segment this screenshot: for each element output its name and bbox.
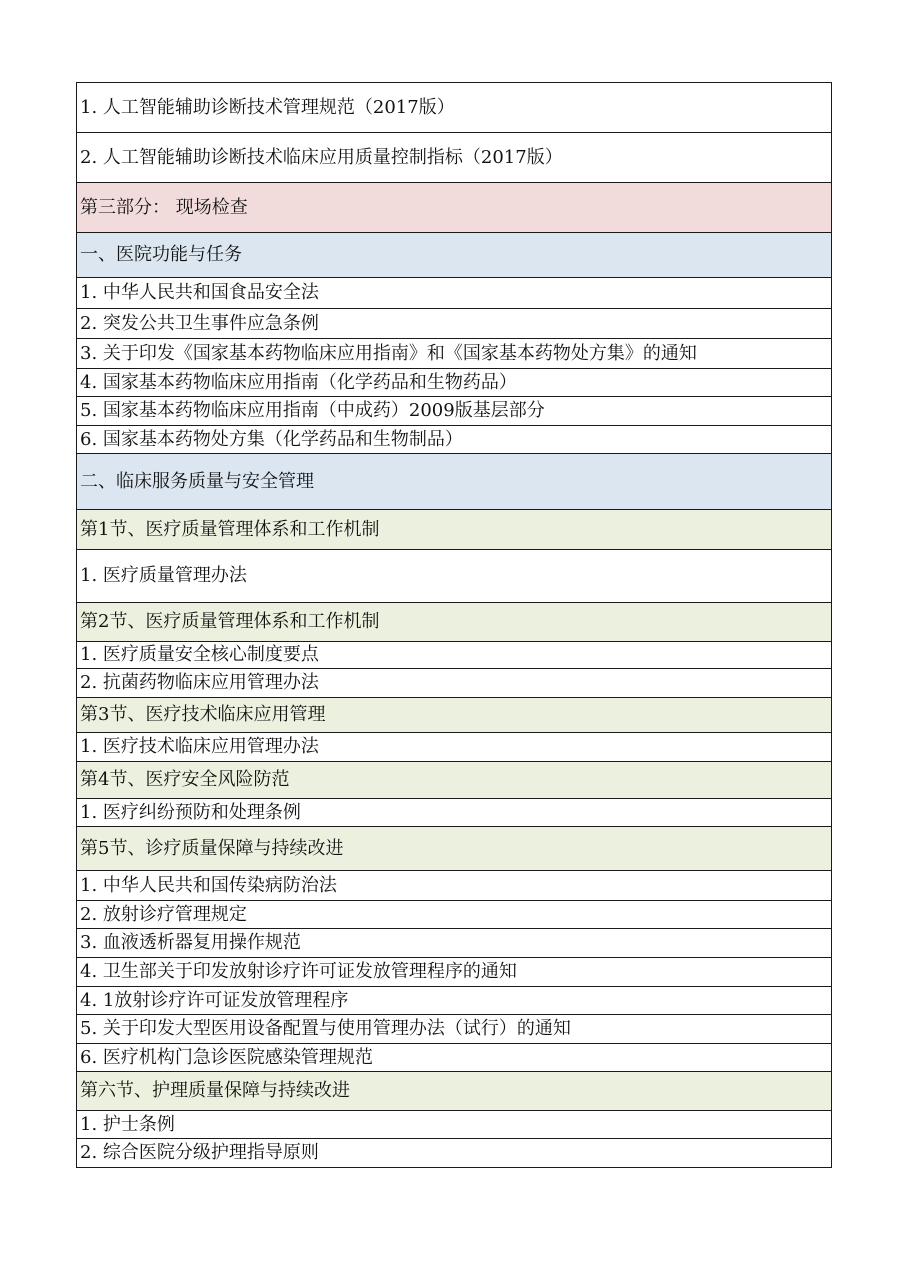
table-cell: 3. 关于印发《国家基本药物临床应用指南》和《国家基本药物处方集》的通知 bbox=[77, 339, 832, 369]
table-row bbox=[77, 987, 832, 1015]
chapter-header-row bbox=[77, 762, 832, 799]
table-cell: 1. 医疗技术临床应用管理办法 bbox=[77, 733, 832, 762]
table-cell: 4. 1放射诊疗许可证发放管理程序 bbox=[77, 987, 832, 1015]
table-row bbox=[77, 929, 832, 958]
table-row bbox=[77, 550, 832, 603]
table-row bbox=[77, 339, 832, 369]
chapter-header-row bbox=[77, 510, 832, 550]
table-cell: 1. 医疗质量安全核心制度要点 bbox=[77, 642, 832, 669]
table-cell: 第2节、医疗质量管理体系和工作机制 bbox=[77, 603, 832, 642]
table-cell: 1. 医疗质量管理办法 bbox=[77, 550, 832, 603]
table-cell: 1. 中华人民共和国传染病防治法 bbox=[77, 871, 832, 901]
table-row bbox=[77, 133, 832, 183]
table-cell: 第3节、医疗技术临床应用管理 bbox=[77, 698, 832, 733]
table-row bbox=[77, 83, 832, 133]
table-cell: 2. 综合医院分级护理指导原则 bbox=[77, 1139, 832, 1168]
table-row bbox=[77, 397, 832, 426]
chapter-header-row bbox=[77, 603, 832, 642]
table-cell: 2. 放射诊疗管理规定 bbox=[77, 901, 832, 929]
table-cell: 第六节、护理质量保障与持续改进 bbox=[77, 1072, 832, 1111]
chapter-header-row bbox=[77, 698, 832, 733]
table-cell: 6. 国家基本药物处方集（化学药品和生物制品） bbox=[77, 426, 832, 454]
part-header-row bbox=[77, 183, 832, 233]
table-row bbox=[77, 278, 832, 309]
table-row bbox=[77, 1139, 832, 1168]
chapter-header-row bbox=[77, 827, 832, 871]
table-row bbox=[77, 426, 832, 454]
table-row bbox=[77, 958, 832, 987]
table-cell: 1. 护士条例 bbox=[77, 1111, 832, 1139]
table-cell: 第5节、诊疗质量保障与持续改进 bbox=[77, 827, 832, 871]
table-row bbox=[77, 1111, 832, 1139]
table-cell: 第4节、医疗安全风险防范 bbox=[77, 762, 832, 799]
table-row bbox=[77, 369, 832, 397]
table-row bbox=[77, 733, 832, 762]
table-cell: 第三部分： 现场检查 bbox=[77, 183, 832, 233]
section-header-row bbox=[77, 454, 832, 510]
table-row bbox=[77, 871, 832, 901]
table-cell: 2. 抗菌药物临床应用管理办法 bbox=[77, 669, 832, 698]
table-cell: 2. 人工智能辅助诊断技术临床应用质量控制指标（2017版） bbox=[77, 133, 832, 183]
table-row bbox=[77, 669, 832, 698]
table-cell: 二、临床服务质量与安全管理 bbox=[77, 454, 832, 510]
table-cell: 1. 医疗纠纷预防和处理条例 bbox=[77, 799, 832, 827]
table-row bbox=[77, 1015, 832, 1044]
table-row bbox=[77, 309, 832, 339]
table-row bbox=[77, 1044, 832, 1072]
table-cell: 5. 关于印发大型医用设备配置与使用管理办法（试行）的通知 bbox=[77, 1015, 832, 1044]
table-row bbox=[77, 799, 832, 827]
table-cell: 6. 医疗机构门急诊医院感染管理规范 bbox=[77, 1044, 832, 1072]
chapter-header-row bbox=[77, 1072, 832, 1111]
table-cell: 4. 国家基本药物临床应用指南（化学药品和生物药品） bbox=[77, 369, 832, 397]
section-header-row bbox=[77, 233, 832, 278]
table-cell: 1. 中华人民共和国食品安全法 bbox=[77, 278, 832, 309]
table-cell: 5. 国家基本药物临床应用指南（中成药）2009版基层部分 bbox=[77, 397, 832, 426]
regulation-table bbox=[76, 82, 832, 1168]
table-cell: 第1节、医疗质量管理体系和工作机制 bbox=[77, 510, 832, 550]
table-row bbox=[77, 901, 832, 929]
table-cell: 3. 血液透析器复用操作规范 bbox=[77, 929, 832, 958]
table-cell: 一、医院功能与任务 bbox=[77, 233, 832, 278]
table-cell: 2. 突发公共卫生事件应急条例 bbox=[77, 309, 832, 339]
table-row bbox=[77, 642, 832, 669]
table-cell: 4. 卫生部关于印发放射诊疗许可证发放管理程序的通知 bbox=[77, 958, 832, 987]
table-cell: 1. 人工智能辅助诊断技术管理规范（2017版） bbox=[77, 83, 832, 133]
